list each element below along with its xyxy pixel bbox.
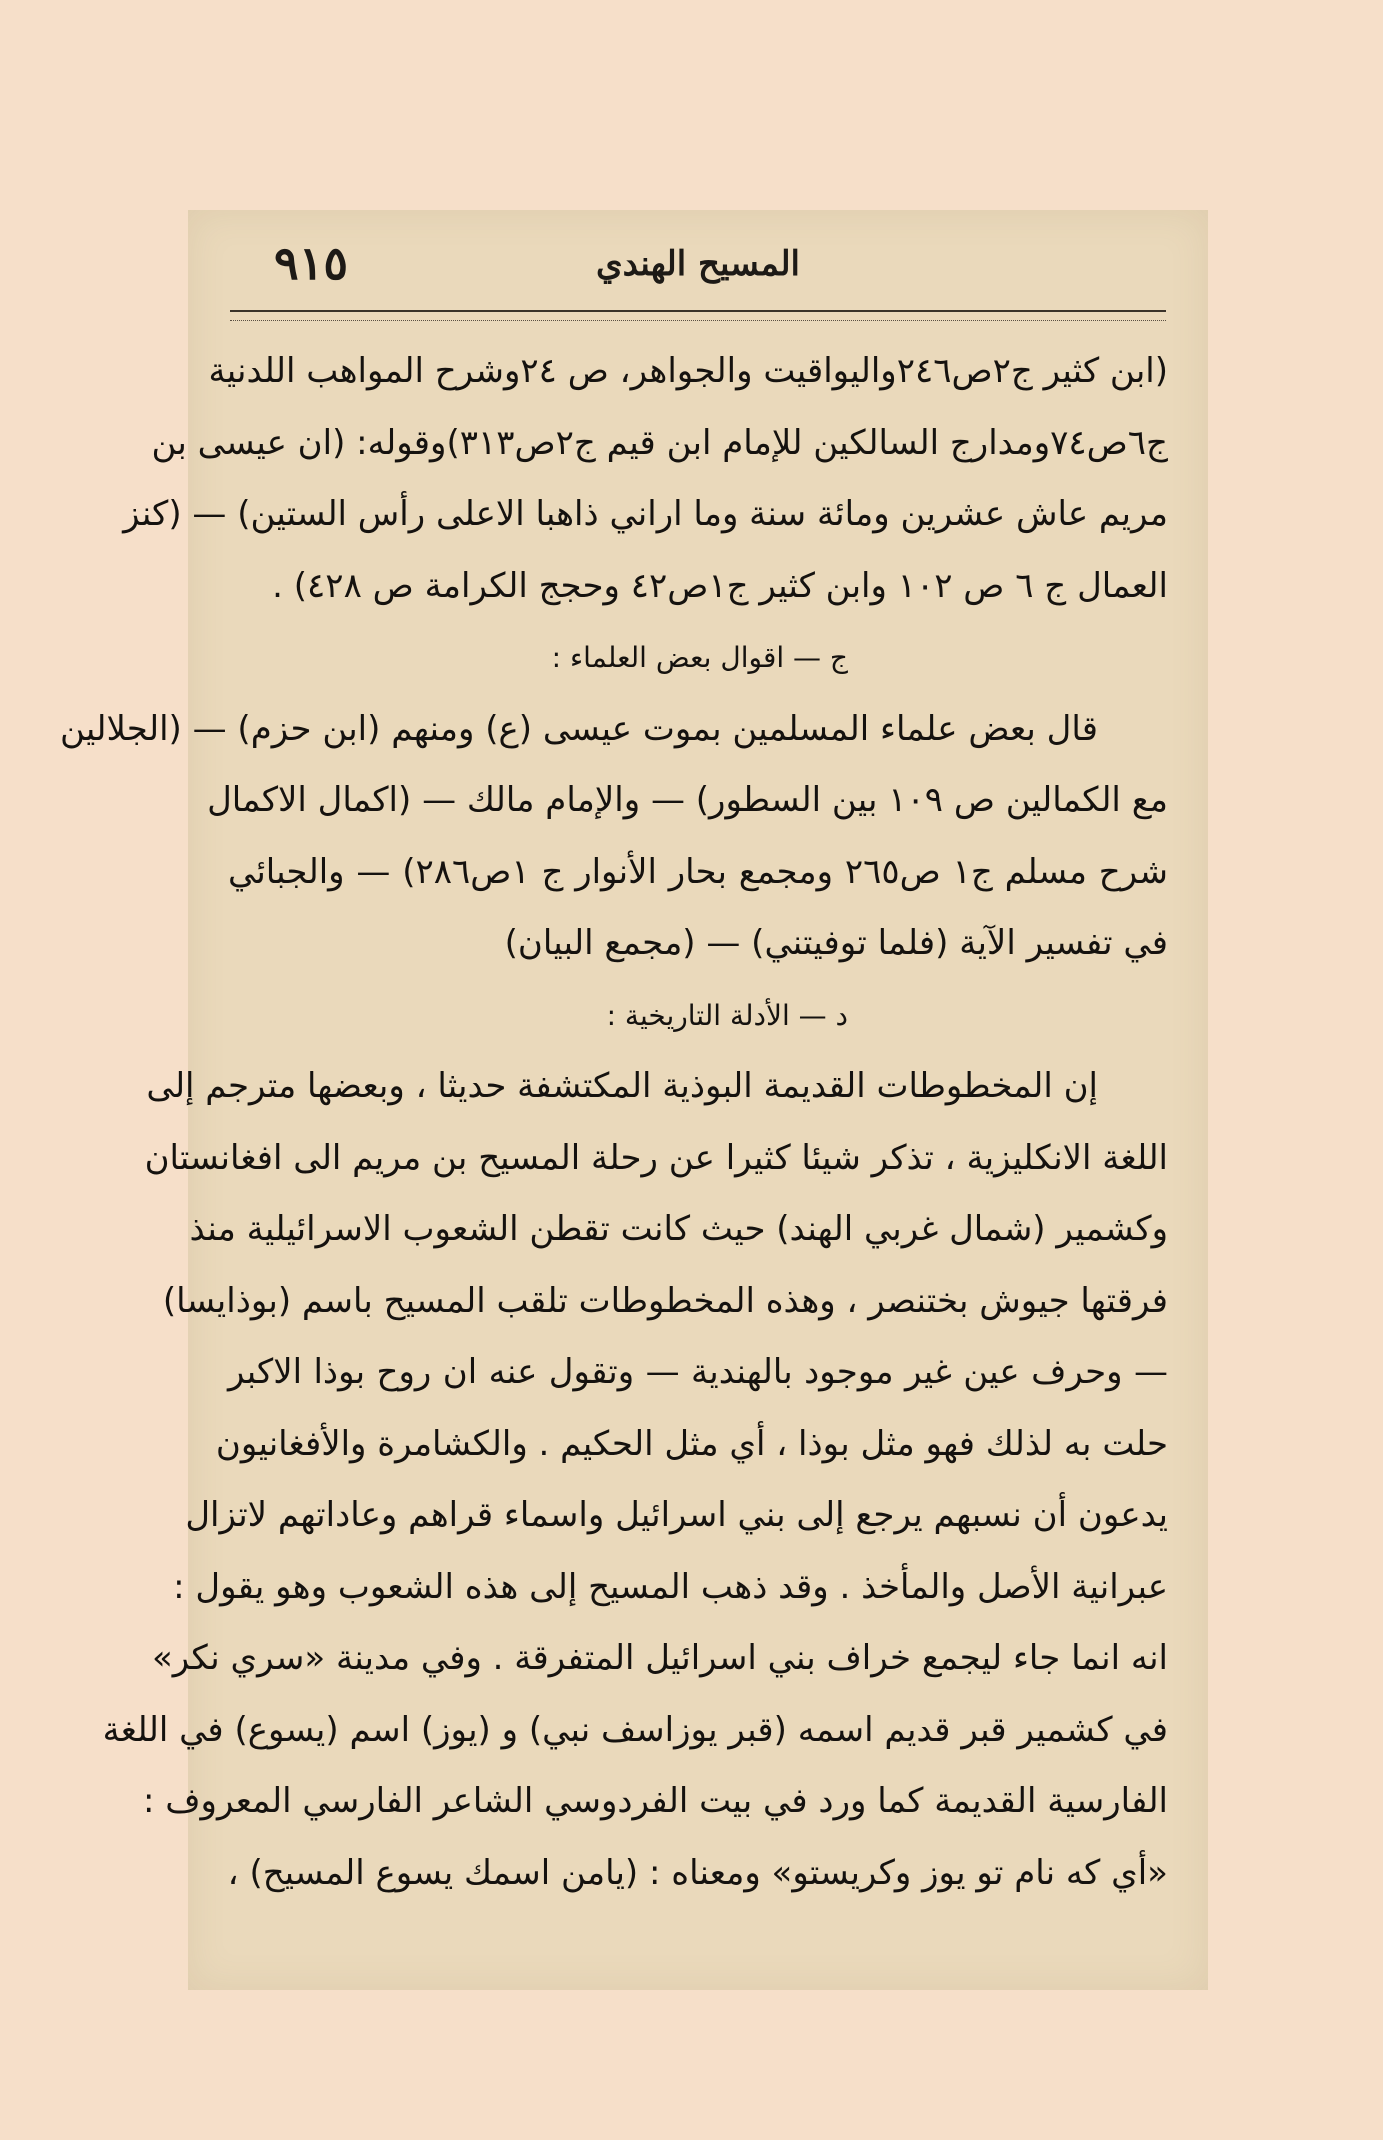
text-line: (ابن كثير ج٢ص٢٤٦واليواقيت والجواهر، ص ٢٤وشرح المواهب اللدنية xyxy=(208,351,1168,391)
section-heading: ج — اقوال بعض العلماء : xyxy=(551,641,848,674)
text-line: عبرانية الأصل والمأخذ . وقد ذهب المسيح إلى هذه الشعوب وهو يقول : xyxy=(173,1566,1168,1607)
text-line: — وحرف عين غير موجود بالهندية — وتقول عنه ان روح بوذا الاكبر xyxy=(228,1352,1168,1392)
text-line: حلت به لذلك فهو مثل بوذا ، أي مثل الحكيم . والكشامرة والأفغانيون xyxy=(215,1423,1168,1464)
header-divider xyxy=(230,310,1166,321)
section-heading: د — الأدلة التاريخية : xyxy=(606,998,848,1032)
book-page xyxy=(60,210,1208,1990)
text-line: يدعون أن نسبهم يرجع إلى بني اسرائيل واسماء قراهم وعاداتهم لاتزال xyxy=(185,1495,1168,1535)
text-line: «أي كه نام تو يوز وكريستو» ومعناه : (يامن اسمك يسوع المسيح) ، xyxy=(227,1852,1168,1893)
text-line: مريم عاش عشرين ومائة سنة وما اراني ذاهبا الاعلى رأس الستين) — (كنز xyxy=(123,494,1168,534)
page-header xyxy=(230,228,1166,298)
text-line: فرقتها جيوش بختنصر ، وهذه المخطوطات تلقب المسيح باسم (بوذايسا) xyxy=(162,1280,1168,1321)
text-line: وكشمير (شمال غربي الهند) حيث كانت تقطن الشعوب الاسرائيلية منذ xyxy=(189,1209,1168,1249)
text-line: في كشمير قبر قديم اسمه (قبر يوزاسف نبي) و (يوز) اسم (يسوع) في اللغة xyxy=(102,1709,1168,1750)
text-line: الفارسية القديمة كما ورد في بيت الفردوسي الشاعر الفارسي المعروف : xyxy=(143,1781,1168,1821)
text-line: إن المخطوطات القديمة البوذية المكتشفة حديثا ، وبعضها مترجم إلى xyxy=(146,1066,1098,1106)
text-line: في تفسير الآية (فلما توفيتني) — (مجمع البيان) xyxy=(504,923,1168,963)
text-line: انه انما جاء ليجمع خراف بني اسرائيل المتفرقة . وفي مدينة «سري نكر» xyxy=(151,1638,1168,1678)
text-line: ج٦ص٧٤ومدارج السالكين للإمام ابن قيم ج٢ص٣١٣)وقوله: (ان عيسى بن xyxy=(151,422,1168,463)
text-line: العمال ج ٦ ص ١٠٢ وابن كثير ج١ص٤٢ وحجج الكرامة ص ٤٢٨) . xyxy=(272,565,1168,606)
text-line: قال بعض علماء المسلمين بموت عيسى (ع) ومنهم (ابن حزم) — (الجلالين xyxy=(60,708,1098,749)
text-line: شرح مسلم ج١ ص٢٦٥ ومجمع بحار الأنوار ج ١ص٢٨٦) — والجبائي xyxy=(228,851,1169,892)
text-line: اللغة الانكليزية ، تذكر شيئا كثيرا عن رحلة المسيح بن مريم الى افغانستان xyxy=(144,1137,1168,1178)
page-number: ٩١٥ xyxy=(274,236,349,290)
text-line: مع الكمالين ص ١٠٩ بين السطور) — والإمام مالك — (اكمال الاكمال xyxy=(207,780,1168,820)
running-title: المسيح الهندي xyxy=(595,244,801,284)
page-body xyxy=(60,336,1169,1909)
